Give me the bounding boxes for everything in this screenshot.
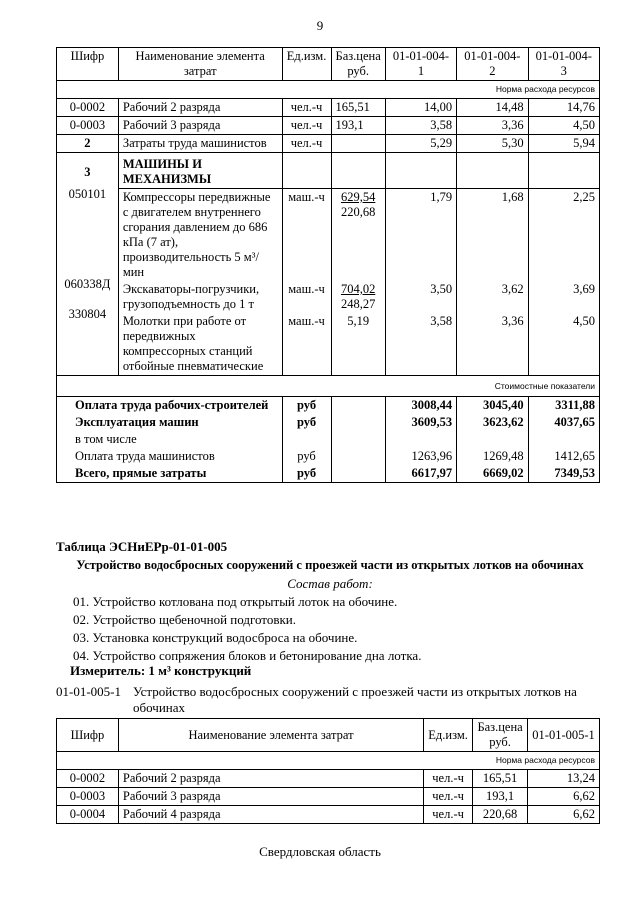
work-item: 01. Устройство котлована под открытый лоток на обочине. [73,594,398,609]
machines-section-row [57,153,600,189]
machine-price-total: 629,54 [340,190,376,204]
header-name: Наименование элемента затрат [118,719,423,752]
machine-price-labor: 248,27 [340,297,376,311]
cost-unit: руб [282,397,331,415]
row-code: 0-0002 [57,99,119,117]
resources-table-005 [56,718,600,824]
cost-value-3: 7349,53 [528,465,599,483]
machines-codes-cell [57,153,119,376]
row-code: 0-0003 [57,788,119,806]
row-code: 0-0002 [57,770,119,788]
machine-value-1: 1,79 [385,189,456,282]
header-col-1: 01-01-005-1 [528,719,600,752]
header-col-2: 01-01-004-2 [457,48,528,81]
table-subtitle: Устройство водосбросных сооружений с проезжей части из открытых лотков на обочинах [76,558,584,572]
machine-price [331,313,385,376]
empty-cell [457,431,528,448]
row-price: 165,51 [331,99,385,117]
work-item: 04. Устройство сопряжения блоков и бетонирование дна лотка. [73,648,422,663]
item-line [56,684,596,715]
machine-row [57,313,600,376]
row-value-2: 5,30 [457,135,528,153]
cost-value-3: 3311,88 [528,397,599,415]
cost-row [57,397,600,415]
section-title [118,153,282,189]
norm-label-row [57,752,600,770]
row-value-2: 3,36 [457,117,528,135]
header-col-3: 01-01-004-3 [528,48,599,81]
table-header-row [57,719,600,752]
section-title-line1: МАШИНЫ И [122,157,202,171]
machine-name: Компрессоры передвижные с двигателем внутреннего сгорания давлением до 686 кПа (7 ат), производительность 5 м³/мин [118,189,282,282]
machine-value-1: 3,50 [385,281,456,313]
cost-value-2: 6669,02 [457,465,528,483]
norm-label-row [57,81,600,99]
row-unit: чел.-ч [424,806,473,824]
row-unit: чел.-ч [282,99,331,117]
page-number: 9 [316,18,324,33]
machine-code: 330804 [68,307,107,321]
row-unit: чел.-ч [282,117,331,135]
machine-code: 050101 [68,187,107,201]
machine-value-2: 1,68 [457,189,528,282]
resources-table-004 [56,47,600,483]
row-price [331,135,385,153]
header-price: Баз.цена руб. [331,48,385,81]
empty-cell [457,153,528,189]
row-value-1: 5,29 [385,135,456,153]
cost-name: Оплата труда машинистов [57,448,283,465]
meter-label: Измеритель: 1 м³ конструкций [70,663,252,678]
cost-row [57,431,600,448]
cost-value-1: 3008,44 [385,397,456,415]
machine-price-total: 704,02 [340,282,376,296]
cost-value-1: 3609,53 [385,414,456,431]
row-price: 165,51 [473,770,528,788]
row-value-1: 6,62 [528,806,600,824]
cost-label: Стоимостные показатели [57,376,600,397]
row-name: Рабочий 2 разряда [118,99,282,117]
cost-label-row [57,376,600,397]
item-code: 01-01-005-1 [56,684,121,699]
empty-cell [331,465,385,483]
header-unit: Ед.изм. [424,719,473,752]
empty-cell [282,153,331,189]
empty-cell [331,397,385,415]
cost-row [57,448,600,465]
header-code: Шифр [57,719,119,752]
header-unit: Ед.изм. [282,48,331,81]
cost-name: Всего, прямые затраты [57,465,283,483]
item-description: Устройство водосбросных сооружений с проезжей части из открытых лотков на обочинах [133,684,577,715]
row-value-3: 4,50 [528,117,599,135]
cost-value-1: 6617,97 [385,465,456,483]
row-name: Рабочий 2 разряда [118,770,423,788]
empty-cell [385,431,456,448]
row-value-1: 14,00 [385,99,456,117]
cost-unit: руб [282,465,331,483]
cost-name: в том числе [57,431,283,448]
header-code: Шифр [57,48,119,81]
machine-value-2: 3,62 [457,281,528,313]
machine-price [331,189,385,282]
row-name: Рабочий 3 разряда [118,117,282,135]
cost-value-2: 3045,40 [457,397,528,415]
machine-price [331,281,385,313]
machine-name: Экскаваторы-погрузчики, грузоподъемность до 1 т [118,281,282,313]
row-unit: чел.-ч [424,770,473,788]
machine-price-total: 5,19 [347,314,370,328]
table-row [57,135,600,153]
header-name: Наименование элемента затрат [118,48,282,81]
machine-value-1: 3,58 [385,313,456,376]
row-price: 193,1 [473,788,528,806]
cost-name: Оплата труда рабочих-строителей [57,397,283,415]
row-code: 2 [57,135,119,153]
table-row [57,806,600,824]
cost-row [57,465,600,483]
row-price: 220,68 [473,806,528,824]
machine-row [57,189,600,282]
table-row [57,99,600,117]
empty-cell [331,414,385,431]
row-code: 0-0004 [57,806,119,824]
row-value-3: 14,76 [528,99,599,117]
row-value-2: 14,48 [457,99,528,117]
machine-row [57,281,600,313]
machine-unit: маш.-ч [282,189,331,282]
work-item: 02. Устройство щебеночной подготовки. [73,612,296,627]
table-row [57,770,600,788]
empty-cell [528,431,599,448]
row-name: Рабочий 3 разряда [118,788,423,806]
machine-value-3: 3,69 [528,281,599,313]
table-header-row [57,48,600,81]
norm-label: Норма расхода ресурсов [57,752,600,770]
cost-unit: руб [282,414,331,431]
row-price: 193,1 [331,117,385,135]
row-value-1: 6,62 [528,788,600,806]
cost-value-3: 4037,65 [528,414,599,431]
section-title-line2: МЕХАНИЗМЫ [122,172,212,186]
empty-cell [282,431,331,448]
table-row [57,788,600,806]
empty-cell [331,153,385,189]
machine-value-3: 4,50 [528,313,599,376]
cost-unit: руб [282,448,331,465]
row-unit: чел.-ч [424,788,473,806]
composition-label: Состав работ: [287,576,373,591]
cost-value-2: 1269,48 [457,448,528,465]
row-value-1: 13,24 [528,770,600,788]
machine-unit: маш.-ч [282,313,331,376]
work-item: 03. Установка конструкций водосброса на обочине. [73,630,358,645]
footer-region: Свердловская область [259,844,381,859]
row-name: Затраты труда машинистов [118,135,282,153]
machine-name: Молотки при работе от передвижных компрессорных станций отбойные пневматические [118,313,282,376]
machine-value-2: 3,36 [457,313,528,376]
machine-price-labor: 220,68 [340,205,376,219]
row-value-3: 5,94 [528,135,599,153]
machine-code: 060338Д [64,277,111,291]
cost-name: Эксплуатация машин [57,414,283,431]
norm-label: Норма расхода ресурсов [57,81,600,99]
row-unit: чел.-ч [282,135,331,153]
cost-value-3: 1412,65 [528,448,599,465]
empty-cell [331,448,385,465]
empty-cell [528,153,599,189]
cost-value-2: 3623,62 [457,414,528,431]
header-col-1: 01-01-004-1 [385,48,456,81]
row-name: Рабочий 4 разряда [118,806,423,824]
table-row [57,117,600,135]
machine-unit: маш.-ч [282,281,331,313]
row-code: 0-0003 [57,117,119,135]
table-title: Таблица ЭСНиЕРр-01-01-005 [56,539,228,554]
cost-value-1: 1263,96 [385,448,456,465]
row-value-1: 3,58 [385,117,456,135]
empty-cell [331,431,385,448]
empty-cell [385,153,456,189]
section-code: 3 [84,165,91,179]
cost-row [57,414,600,431]
header-price: Баз.цена руб. [473,719,528,752]
machine-value-3: 2,25 [528,189,599,282]
